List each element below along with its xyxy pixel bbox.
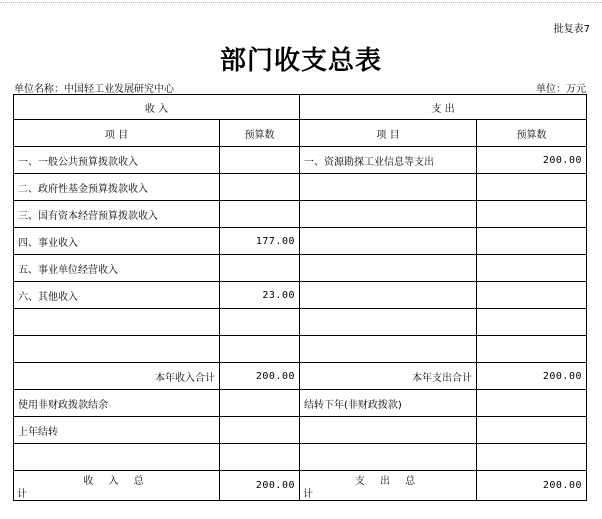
expense-amount: 200.00	[477, 147, 587, 174]
income-item	[14, 309, 220, 336]
table-row	[14, 255, 587, 282]
income-header: 收 入	[14, 95, 300, 120]
income-year-total-amount: 200.00	[220, 363, 300, 390]
income-amount	[220, 390, 300, 417]
expense-grand-total-label	[300, 471, 477, 501]
top-dotted-border	[0, 2, 602, 3]
table-row	[14, 201, 587, 228]
approval-number: 批复表7	[553, 24, 590, 35]
currency-unit: 单位：万元	[536, 84, 586, 95]
page-title: 部门收支总表	[219, 46, 382, 76]
expense-header: 支 出	[300, 95, 587, 120]
year-total-row	[14, 363, 587, 390]
expense-item	[300, 282, 477, 309]
unit-name: 单位名称：中国轻工业发展研究中心	[14, 84, 174, 95]
table-row	[14, 228, 587, 255]
expense-amount	[477, 255, 587, 282]
table-row	[14, 417, 587, 444]
summary-table	[13, 94, 587, 501]
income-amount	[220, 174, 300, 201]
expense-item	[300, 336, 477, 363]
income-item: 二、政府性基金预算拨款收入	[14, 174, 220, 201]
income-item	[14, 336, 220, 363]
income-item: 上年结转	[14, 417, 220, 444]
income-amount: 23.00	[220, 282, 300, 309]
table-row	[14, 336, 587, 363]
income-item: 五、事业单位经营收入	[14, 255, 220, 282]
income-amount	[220, 309, 300, 336]
expense-budget-header: 预算数	[477, 120, 587, 147]
income-item: 六、其他收入	[14, 282, 220, 309]
income-item: 使用非财政拨款结余	[14, 390, 220, 417]
income-amount: 177.00	[220, 228, 300, 255]
expense-item	[300, 228, 477, 255]
income-budget-header: 预算数	[220, 120, 300, 147]
expense-amount	[477, 444, 587, 471]
expense-year-total-label: 本年支出合计	[300, 363, 477, 390]
income-grand-total-label-bottom: 计	[17, 489, 27, 500]
income-amount	[220, 255, 300, 282]
income-item: 三、国有资本经营预算拨款收入	[14, 201, 220, 228]
income-amount	[220, 201, 300, 228]
income-amount	[220, 147, 300, 174]
expense-amount	[477, 228, 587, 255]
income-grand-total-label	[14, 471, 220, 501]
income-item: 四、事业收入	[14, 228, 220, 255]
expense-amount	[477, 390, 587, 417]
header-row-sections	[14, 95, 587, 120]
income-grand-total-amount: 200.00	[220, 471, 300, 501]
expense-year-total-amount: 200.00	[477, 363, 587, 390]
table-row	[14, 444, 587, 471]
expense-amount	[477, 282, 587, 309]
table-row	[14, 174, 587, 201]
income-grand-total-label-top: 收 入 总	[83, 476, 150, 487]
expense-grand-total-label-bottom: 计	[303, 489, 313, 500]
expense-item	[300, 255, 477, 282]
income-amount	[220, 417, 300, 444]
income-item	[14, 444, 220, 471]
expense-item	[300, 174, 477, 201]
income-item-header: 项 目	[14, 120, 220, 147]
expense-item	[300, 201, 477, 228]
table-row	[14, 147, 587, 174]
expense-item: 一、资源勘探工业信息等支出	[300, 147, 477, 174]
expense-amount	[477, 201, 587, 228]
grand-total-row	[14, 471, 587, 501]
income-item: 一、一般公共预算拨款收入	[14, 147, 220, 174]
expense-grand-total-amount: 200.00	[477, 471, 587, 501]
expense-amount	[477, 174, 587, 201]
expense-item: 结转下年(非财政拨款)	[300, 390, 477, 417]
expense-item	[300, 417, 477, 444]
expense-amount	[477, 336, 587, 363]
income-year-total-label: 本年收入合计	[14, 363, 220, 390]
income-amount	[220, 444, 300, 471]
expense-amount	[477, 309, 587, 336]
expense-item	[300, 444, 477, 471]
expense-item	[300, 309, 477, 336]
expense-amount	[477, 417, 587, 444]
header-row-columns	[14, 120, 587, 147]
expense-item-header: 项 目	[300, 120, 477, 147]
table-row	[14, 309, 587, 336]
expense-grand-total-label-top: 支 出 总	[354, 476, 422, 487]
table-row	[14, 282, 587, 309]
income-amount	[220, 336, 300, 363]
table-row	[14, 390, 587, 417]
